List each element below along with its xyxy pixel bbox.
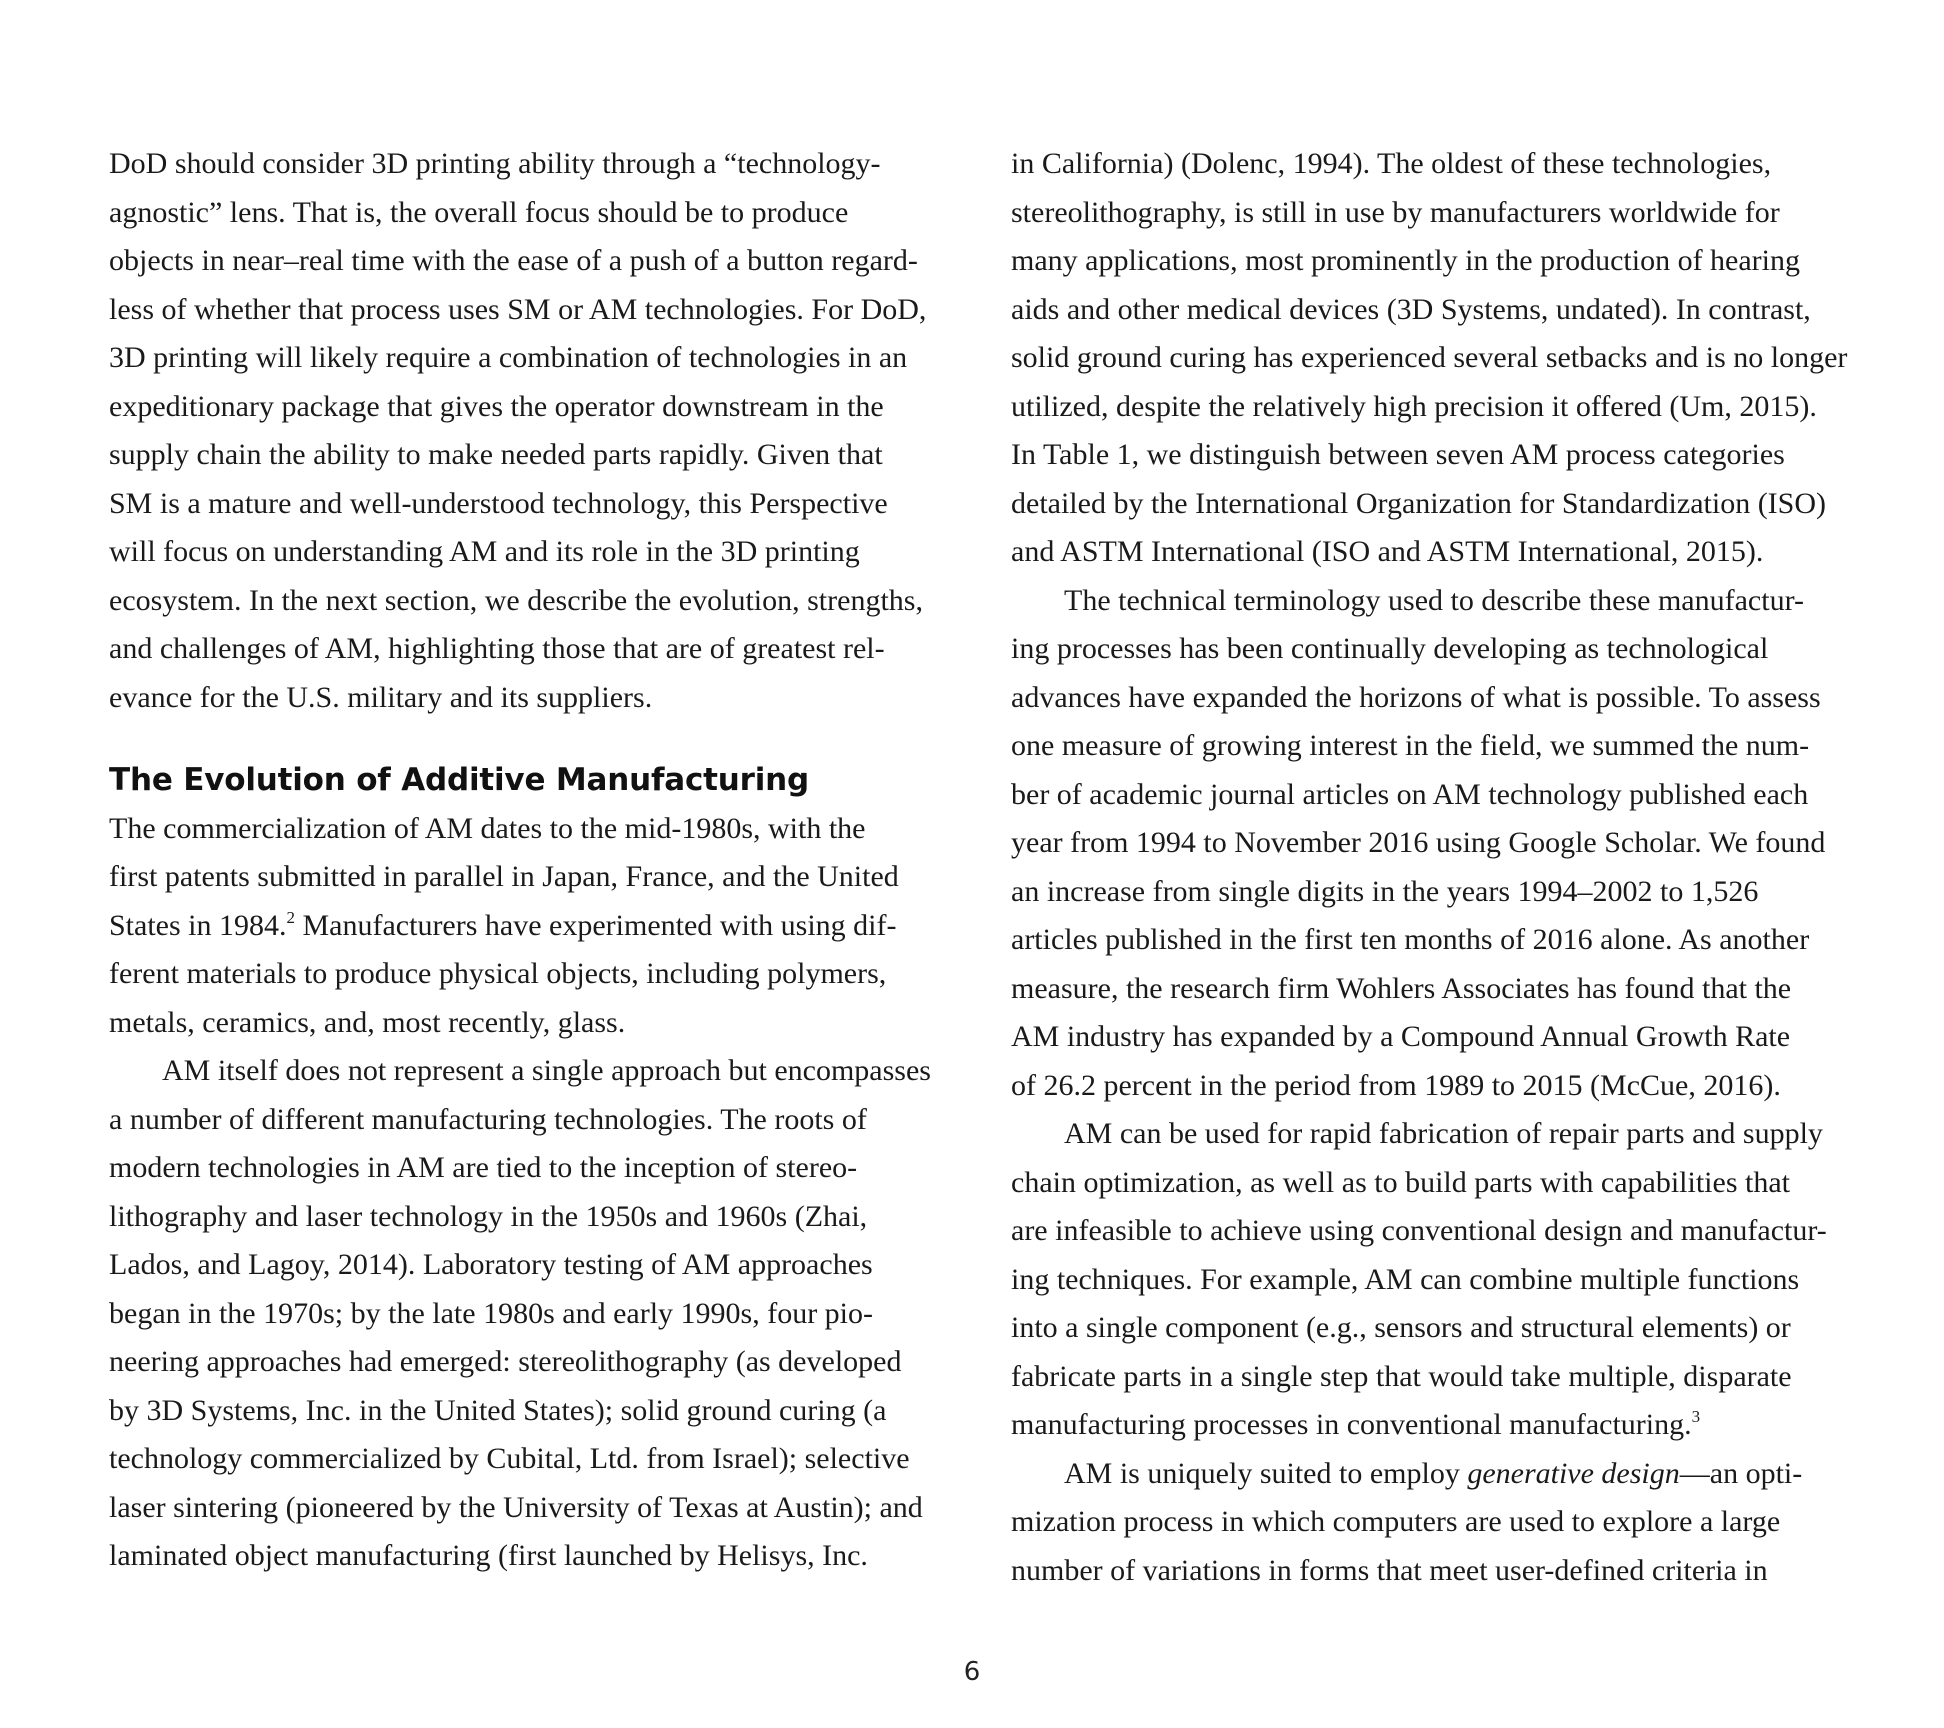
text-line: AM itself does not represent a single approach but encompasses bbox=[162, 1054, 931, 1087]
text-line: expeditionary package that gives the operator downstream in the bbox=[109, 389, 884, 423]
text-line: first patents submitted in parallel in Japan, France, and the United bbox=[109, 860, 899, 893]
footnote-reference-3[interactable]: 3 bbox=[1691, 1407, 1701, 1426]
paragraph-generative-design bbox=[1011, 1450, 1859, 1596]
text-fragment: Manufacturers have experimented with using dif- bbox=[295, 908, 897, 942]
paragraph-commercialization bbox=[109, 805, 957, 1048]
text-line: fabricate parts in a single step that would take multiple, disparate bbox=[1011, 1359, 1792, 1393]
text-line: less of whether that process uses SM or AM technologies. For DoD, bbox=[109, 292, 927, 326]
text-line: by 3D Systems, Inc. in the United States); solid ground curing (a bbox=[109, 1393, 887, 1427]
text-line: agnostic” lens. That is, the overall focus should be to produce bbox=[109, 195, 849, 229]
paragraph-continuation bbox=[1011, 140, 1859, 577]
text-line: The technical terminology used to describe these manufactur- bbox=[1064, 583, 1804, 617]
left-column bbox=[109, 140, 957, 1581]
text-line: utilized, despite the relatively high precision it offered (Um, 2015). bbox=[1011, 389, 1817, 423]
text-line: year from 1994 to November 2016 using Google Scholar. We found bbox=[1011, 826, 1826, 859]
emphasis-term: generative design bbox=[1467, 1456, 1680, 1490]
text-line: laser sintering (pioneered by the University of Texas at Austin); and bbox=[109, 1490, 923, 1524]
text-fragment: States in 1984. bbox=[109, 908, 287, 942]
text-line: ing processes has been continually developing as technological bbox=[1011, 632, 1769, 665]
text-line: neering approaches had emerged: stereolithography (as developed bbox=[109, 1345, 902, 1378]
text-line: measure, the research firm Wohlers Associates has found that the bbox=[1011, 971, 1792, 1005]
text-line: stereolithography, is still in use by manufacturers worldwide for bbox=[1011, 195, 1780, 229]
text-line: and challenges of AM, highlighting those that are of greatest rel- bbox=[109, 632, 885, 665]
text-line: metals, ceramics, and, most recently, glass. bbox=[109, 1005, 626, 1039]
text-line: ber of academic journal articles on AM technology published each bbox=[1011, 777, 1809, 811]
page-number: 6 bbox=[963, 1657, 981, 1687]
text-fragment: AM is uniquely suited to employ bbox=[1064, 1456, 1468, 1490]
text-line: supply chain the ability to make needed parts rapidly. Given that bbox=[109, 438, 883, 471]
text-line: 3D printing will likely require a combination of technologies in an bbox=[109, 341, 908, 374]
text-line: began in the 1970s; by the late 1980s and early 1990s, four pio- bbox=[109, 1296, 874, 1330]
text-line: advances have expanded the horizons of what is possible. To assess bbox=[1011, 680, 1821, 714]
text-line: DoD should consider 3D printing ability through a “technology- bbox=[109, 147, 881, 180]
text-line: detailed by the International Organization for Standardization (ISO) bbox=[1011, 486, 1827, 520]
text-line: articles published in the first ten months of 2016 alone. As another bbox=[1011, 923, 1810, 956]
section-heading: The Evolution of Additive Manufacturing bbox=[109, 762, 810, 798]
text-line: are infeasible to achieve using conventional design and manufactur- bbox=[1011, 1214, 1827, 1247]
text-line: laminated object manufacturing (first launched by Helisys, Inc. bbox=[109, 1539, 868, 1572]
text-line: a number of different manufacturing technologies. The roots of bbox=[109, 1102, 867, 1136]
text-line: In Table 1, we distinguish between seven AM process categories bbox=[1011, 438, 1785, 471]
text-line: in California) (Dolenc, 1994). The oldest of these technologies, bbox=[1011, 147, 1772, 180]
text-fragment: manufacturing processes in conventional manufacturing. bbox=[1011, 1408, 1692, 1441]
text-fragment: —an opti- bbox=[1679, 1456, 1803, 1490]
text-line bbox=[1011, 1450, 1859, 1499]
text-line: evance for the U.S. military and its suppliers. bbox=[109, 680, 653, 714]
text-line: aids and other medical devices (3D Systems, undated). In contrast, bbox=[1011, 292, 1811, 326]
text-line: into a single component (e.g., sensors and structural elements) or bbox=[1011, 1311, 1791, 1344]
text-line: technology commercialized by Cubital, Ltd. from Israel); selective bbox=[109, 1442, 910, 1475]
text-line: number of variations in forms that meet user-defined criteria in bbox=[1011, 1553, 1768, 1587]
text-line: and ASTM International (ISO and ASTM International, 2015). bbox=[1011, 535, 1764, 568]
paragraph-rapid-fabrication bbox=[1011, 1110, 1859, 1450]
right-column bbox=[1011, 140, 1859, 1595]
text-line: SM is a mature and well-understood technology, this Perspective bbox=[109, 486, 888, 520]
text-line: mization process in which computers are used to explore a large bbox=[1011, 1505, 1781, 1538]
text-line: will focus on understanding AM and its role in the 3D printing bbox=[109, 535, 860, 568]
paragraph-intro bbox=[109, 140, 957, 722]
text-line: modern technologies in AM are tied to the inception of stereo- bbox=[109, 1151, 858, 1184]
text-line: Lados, and Lagoy, 2014). Laboratory testing of AM approaches bbox=[109, 1248, 873, 1281]
text-line: ecosystem. In the next section, we describe the evolution, strengths, bbox=[109, 583, 923, 617]
text-line: ferent materials to produce physical objects, including polymers, bbox=[109, 957, 887, 990]
text-line bbox=[1011, 1401, 1859, 1450]
text-line: objects in near–real time with the ease of a push of a button regard- bbox=[109, 244, 918, 277]
paragraph-am-approaches bbox=[109, 1047, 957, 1581]
text-line: many applications, most prominently in the production of hearing bbox=[1011, 244, 1801, 277]
text-line: The commercialization of AM dates to the mid-1980s, with the bbox=[109, 811, 866, 845]
paragraph-terminology bbox=[1011, 577, 1859, 1111]
footnote-reference-2[interactable]: 2 bbox=[286, 907, 295, 927]
text-line: one measure of growing interest in the field, we summed the num- bbox=[1011, 729, 1810, 762]
text-line: lithography and laser technology in the 1950s and 1960s (Zhai, bbox=[109, 1199, 868, 1233]
text-line: an increase from single digits in the years 1994–2002 to 1,526 bbox=[1011, 874, 1759, 908]
text-line: solid ground curing has experienced several setbacks and is no longer bbox=[1011, 341, 1848, 374]
text-line: chain optimization, as well as to build parts with capabilities that bbox=[1011, 1165, 1790, 1199]
text-line: AM industry has expanded by a Compound Annual Growth Rate bbox=[1011, 1020, 1791, 1053]
text-line: ing techniques. For example, AM can combine multiple functions bbox=[1011, 1262, 1800, 1296]
text-line: AM can be used for rapid fabrication of repair parts and supply bbox=[1064, 1117, 1823, 1150]
text-line bbox=[109, 902, 957, 951]
text-line: of 26.2 percent in the period from 1989 to 2015 (McCue, 2016). bbox=[1011, 1068, 1781, 1102]
